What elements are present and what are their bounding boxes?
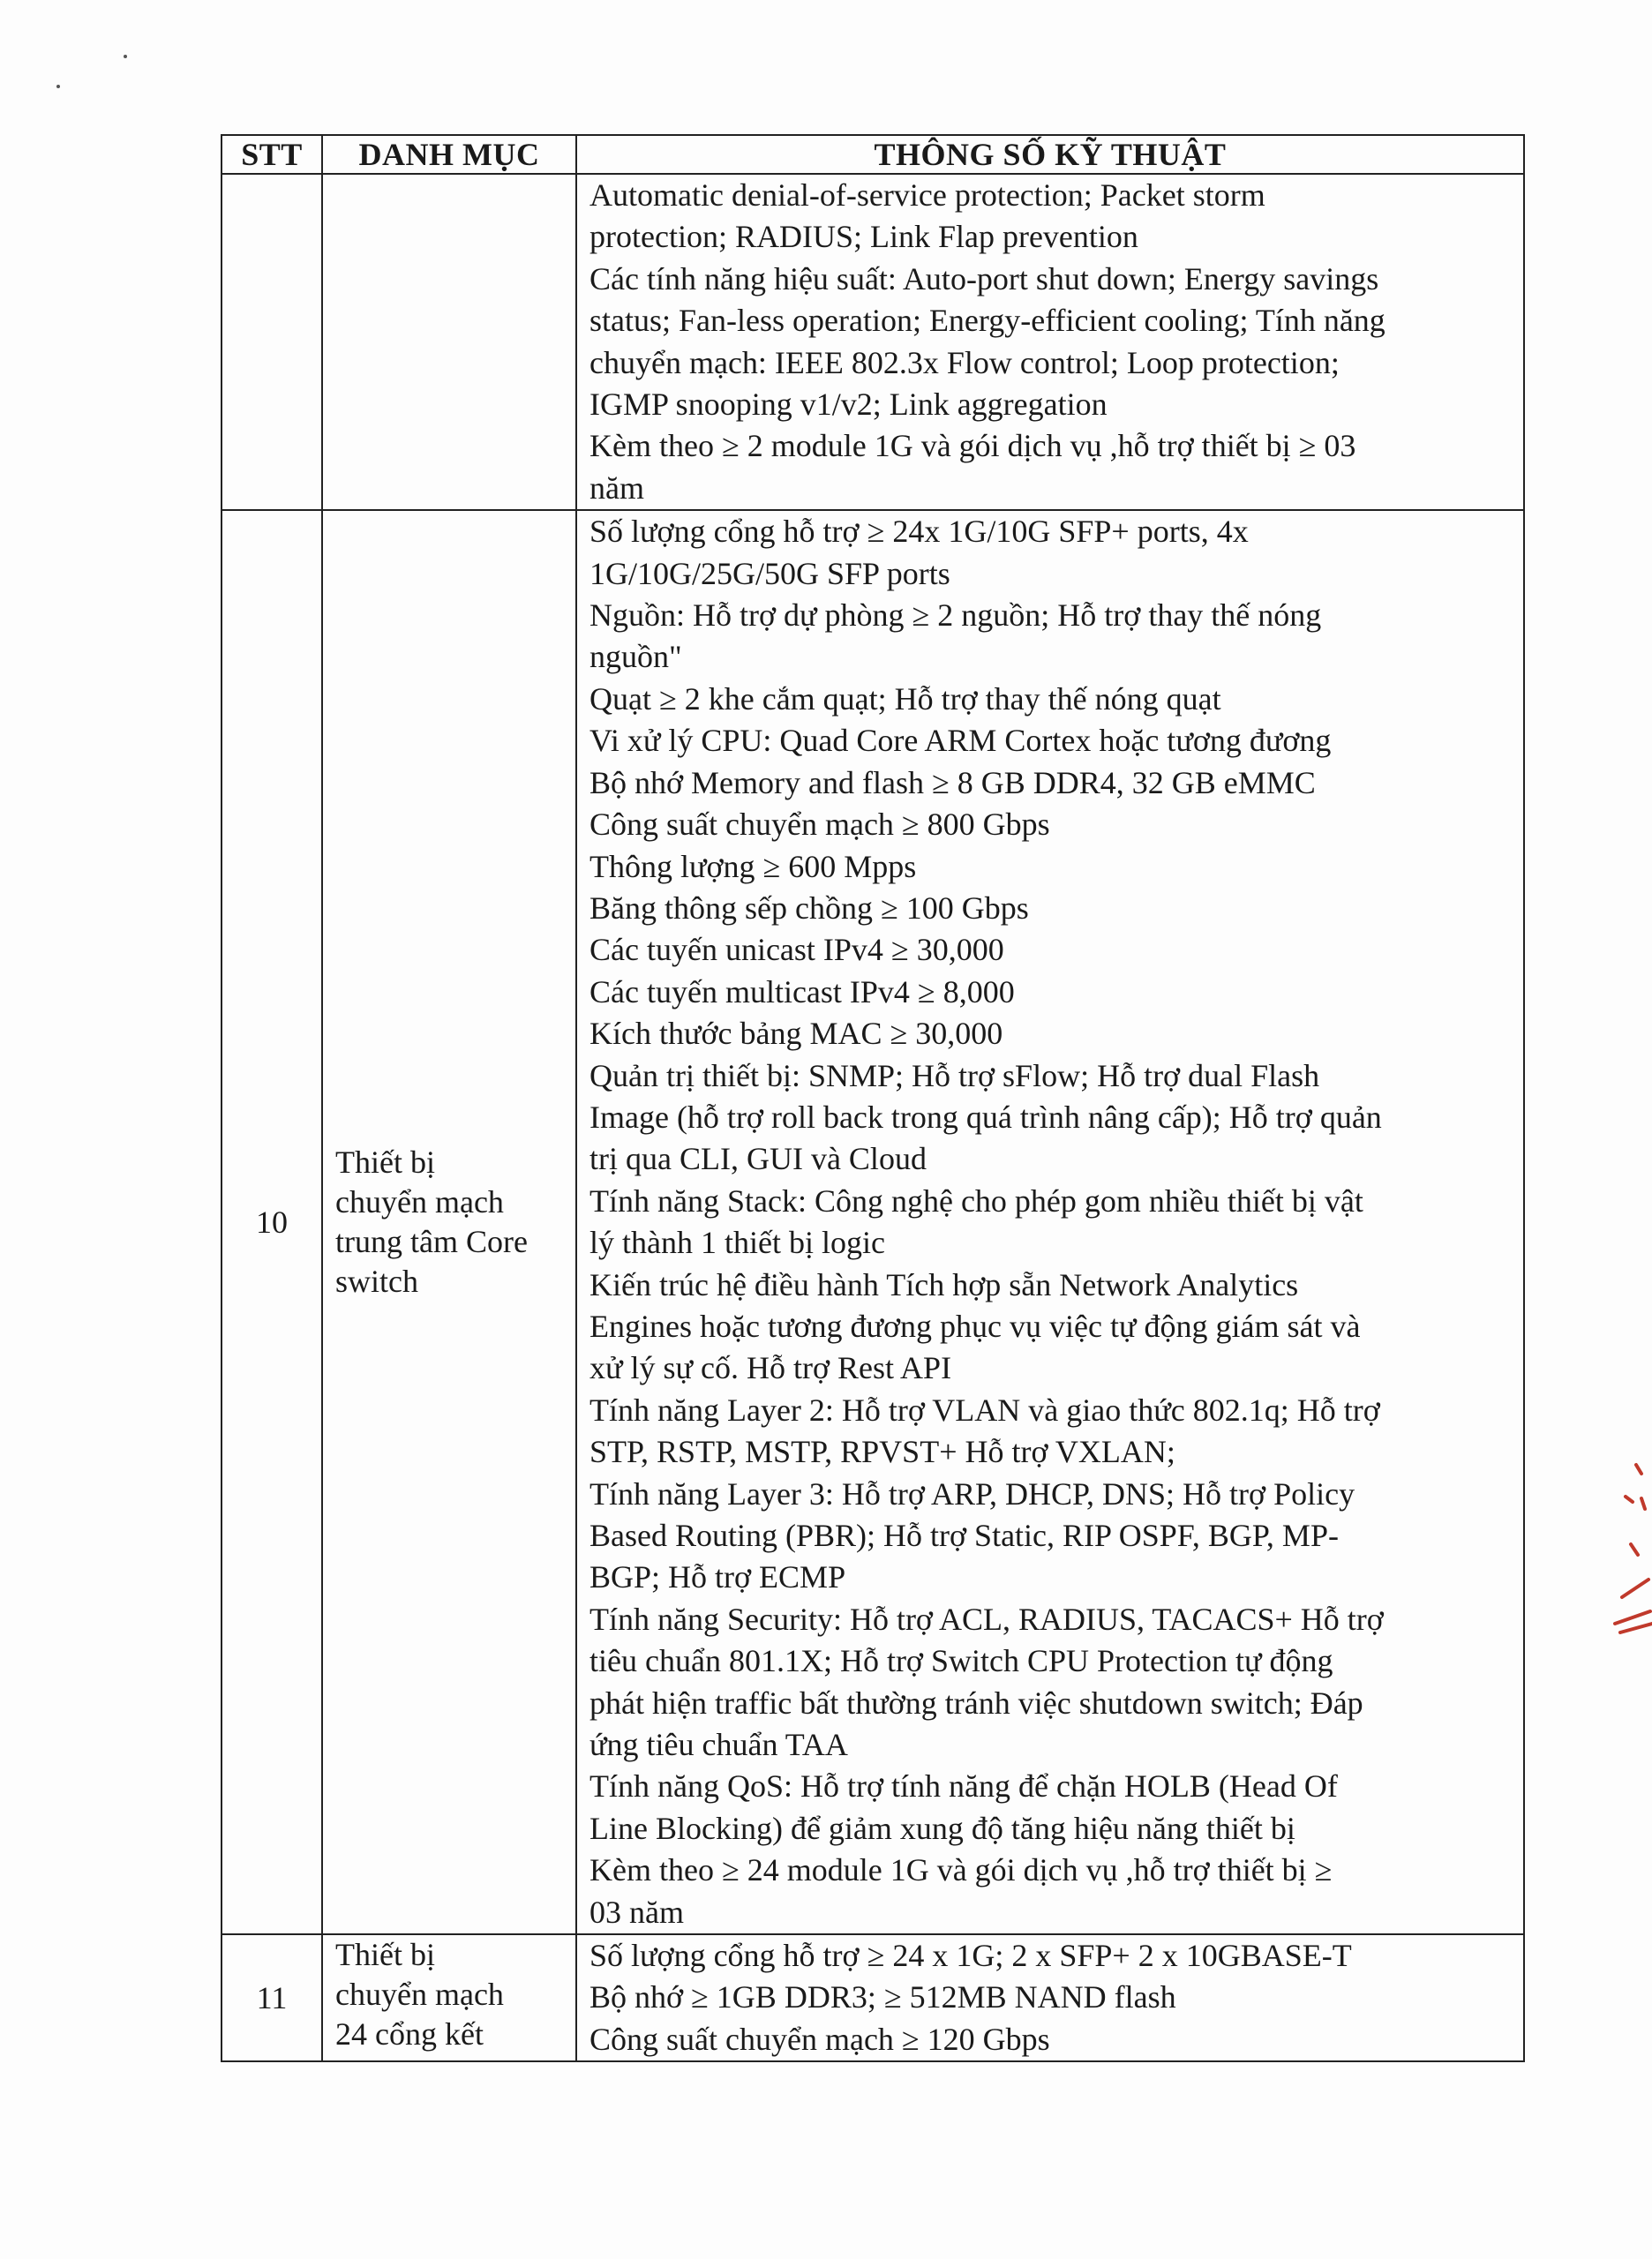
spec-line: Engines hoặc tương đương phục vụ việc tự động giám sát và [589,1308,1361,1344]
spec-line: Bộ nhớ Memory and flash ≥ 8 GB DDR4, 32 GB eMMC [589,764,1316,800]
spec-line: phát hiện traffic bất thường tránh việc shutdown switch; Đáp [589,1685,1363,1721]
header-category: DANH MỤC [322,135,576,174]
spec-line: Tính năng Layer 2: Hỗ trợ VLAN và giao thức 802.1q; Hỗ trợ [589,1392,1380,1428]
spec-line: Bộ nhớ ≥ 1GB DDR3; ≥ 512MB NAND flash [589,1979,1176,2015]
scan-speck [56,85,60,88]
spec-line: Các tính năng hiệu suất: Auto-port shut down; Energy savings [589,260,1379,296]
spec-line: Các tuyến multicast IPv4 ≥ 8,000 [589,973,1015,1009]
spec-line: Nguồn: Hỗ trợ dự phòng ≥ 2 nguồn; Hỗ trợ thay thế nóng [589,597,1322,634]
row-spec [576,510,1524,1934]
row-category [322,1934,576,2061]
spec-line: Công suất chuyển mạch ≥ 800 Gbps [589,807,1050,843]
spec-line: protection; RADIUS; Link Flap prevention [589,219,1138,255]
spec-line: nguồn" [589,639,682,675]
spec-line: BGP; Hỗ trợ ECMP [589,1559,846,1595]
spec-line: Các tuyến unicast IPv4 ≥ 30,000 [589,932,1004,968]
category-line: Thiết bị [335,1937,435,1973]
spec-line: Vi xử lý CPU: Quad Core ARM Cortex hoặc tương đương [589,723,1332,759]
row-stt [222,174,322,510]
spec-line: Thông lượng ≥ 600 Mpps [589,848,917,884]
spec-line: Kiến trúc hệ điều hành Tích hợp sẵn Network Analytics [589,1266,1299,1302]
header-stt: STT [222,135,322,174]
spec-line: Số lượng cổng hỗ trợ ≥ 24 x 1G; 2 x SFP+ 2 x 10GBASE-T [589,1938,1352,1974]
spec-line: Automatic denial-of-service protection; Packet storm [589,177,1265,213]
spec-line: Băng thông sếp chồng ≥ 100 Gbps [589,889,1029,926]
table-row [222,510,1524,1934]
scan-speck [124,55,127,58]
spec-line: ứng tiêu chuẩn TAA [589,1727,848,1763]
spec-line: Kích thước bảng MAC ≥ 30,000 [589,1016,1003,1052]
spec-line: Quản trị thiết bị: SNMP; Hỗ trợ sFlow; Hỗ trợ dual Flash [589,1057,1320,1093]
category-line: chuyển mạch [335,1184,504,1220]
spec-line: Image (hỗ trợ roll back trong quá trình nâng cấp); Hỗ trợ quản [589,1099,1382,1135]
spec-line: chuyển mạch: IEEE 802.3x Flow control; Loop protection; [589,344,1340,380]
spec-line: 03 năm [589,1894,684,1930]
spec-line: Số lượng cổng hỗ trợ ≥ 24x 1G/10G SFP+ ports, 4x [589,514,1249,550]
spec-line: Công suất chuyển mạch ≥ 120 Gbps [589,2021,1050,2057]
spec-line: Kèm theo ≥ 24 module 1G và gói dịch vụ ,hỗ trợ thiết bị ≥ [589,1852,1333,1888]
spec-line: Line Blocking) để giảm xung độ tăng hiệu năng thiết bị [589,1810,1295,1846]
category-line: trung tâm Core [335,1224,528,1260]
spec-line: STP, RSTP, MSTP, RPVST+ Hỗ trợ VXLAN; [589,1434,1175,1470]
table-header-row [222,135,1524,174]
spec-line: Tính năng QoS: Hỗ trợ tính năng để chặn HOLB (Head Of [589,1768,1338,1805]
spec-line: xử lý sự cố. Hỗ trợ Rest API [589,1350,952,1386]
row-spec [576,1934,1524,2061]
spec-line: IGMP snooping v1/v2; Link aggregation [589,387,1108,423]
spec-line: Tính năng Layer 3: Hỗ trợ ARP, DHCP, DNS; Hỗ trợ Policy [589,1475,1355,1512]
category-line: chuyển mạch [335,1977,504,2013]
table-row [222,1934,1524,2061]
red-stamp-fragment [1590,1447,1652,1659]
spec-line: Kèm theo ≥ 2 module 1G và gói dịch vụ ,hỗ trợ thiết bị ≥ 03 [589,428,1356,464]
table-row [222,174,1524,510]
row-category [322,510,576,1934]
category-line: switch [335,1264,418,1300]
spec-line: lý thành 1 thiết bị logic [589,1225,885,1261]
row-category [322,174,576,510]
spec-line: trị qua CLI, GUI và Cloud [589,1141,927,1177]
spec-line: năm [589,469,644,506]
spec-line: status; Fan-less operation; Energy-efficient cooling; Tính năng [589,303,1385,339]
spec-line: Tính năng Stack: Công nghệ cho phép gom nhiều thiết bị vật [589,1182,1363,1219]
category-line: 24 cổng kết [335,2016,484,2053]
spec-table [221,134,1525,2062]
category-line: Thiết bị [335,1145,435,1181]
header-spec: THÔNG SỐ KỸ THUẬT [576,135,1524,174]
spec-line: tiêu chuẩn 801.1X; Hỗ trợ Switch CPU Protection tự động [589,1643,1333,1679]
row-stt: 11 [222,1934,322,2061]
row-spec [576,174,1524,510]
spec-line: 1G/10G/25G/50G SFP ports [589,555,950,591]
spec-line: Tính năng Security: Hỗ trợ ACL, RADIUS, TACACS+ Hỗ trợ [589,1601,1384,1637]
row-stt: 10 [222,510,322,1934]
spec-line: Quạt ≥ 2 khe cắm quạt; Hỗ trợ thay thế nóng quạt [589,680,1221,717]
spec-line: Based Routing (PBR); Hỗ trợ Static, RIP OSPF, BGP, MP- [589,1518,1339,1553]
